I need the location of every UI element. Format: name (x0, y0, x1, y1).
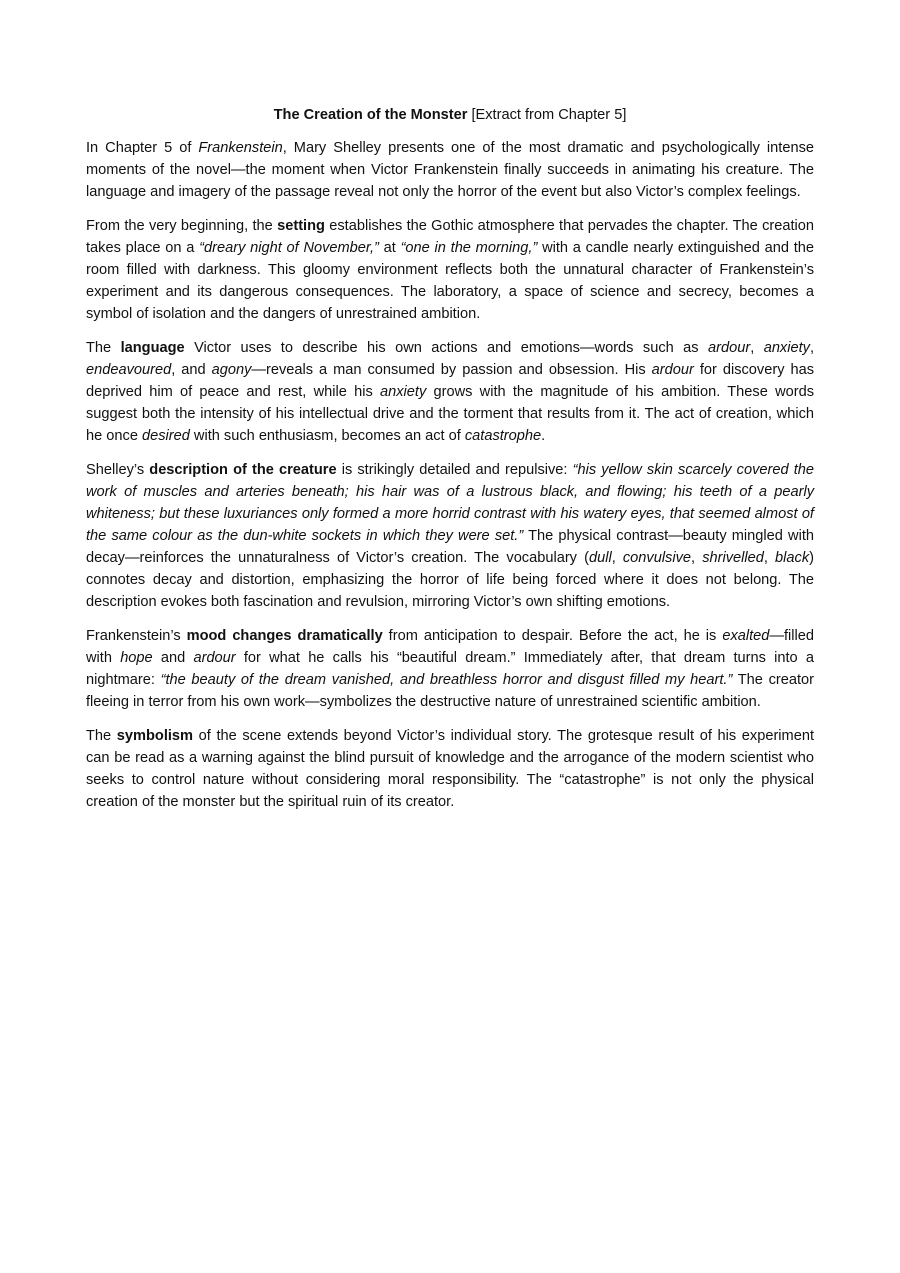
italic-text: catastrophe (464, 428, 542, 444)
italic-text: ardour (651, 362, 694, 378)
bold-term: language (120, 340, 185, 356)
text-run: for what he calls his “beautiful dream.” Immediately after, that dream turns into a nightmare: (86, 650, 814, 688)
text-run: The (86, 728, 117, 744)
italic-text: anxiety (763, 340, 810, 356)
italic-text: “the beauty of the dream vanished, and breathless horror and disgust filled my heart.” (160, 672, 733, 688)
body-paragraph (86, 625, 814, 713)
text-run: and (152, 650, 194, 666)
italic-text: hope (120, 650, 153, 666)
bold-term: mood changes dramatically (186, 628, 383, 644)
text-run: From the very beginning, the (86, 218, 278, 234)
text-run: The (86, 340, 121, 356)
bold-term: setting (277, 218, 325, 234)
text-run: Frankenstein’s (86, 628, 187, 644)
text-run: Victor uses to describe his own actions and emotions—words such as (184, 340, 709, 356)
italic-text: black (775, 550, 810, 566)
bold-term: symbolism (116, 728, 194, 744)
italic-text: “his yellow skin scarcely covered the work of muscles and arteries beneath; his hair was of a lustrous black, and flowing; his teeth of a pearly whiteness; but these luxuriances only formed a more horrid contrast with his watery eyes, that seemed almost of the same colour as the dun-white sockets in which they were set.” (86, 462, 815, 544)
italic-text: Frankenstein (198, 140, 283, 156)
body-paragraph (86, 725, 814, 813)
italic-text: ardour (193, 650, 236, 666)
text-run: , Mary Shelley presents one of the most dramatic and psychologically intense moments of the novel—the moment when Victor Frankenstein finally succeeds in animating his creature. The language and imagery of the passage reveal not only the horror of the event but also Victor’s complex feelings. (86, 140, 814, 200)
text-run: , (611, 550, 623, 566)
italic-text: “dreary night of November,” (199, 240, 379, 256)
text-run: , (809, 340, 815, 356)
text-run: establishes the Gothic atmosphere that pervades the chapter. The creation takes place on a (86, 218, 814, 256)
italic-text: agony (211, 362, 252, 378)
bold-term: description of the creature (149, 462, 337, 478)
italic-text: dull (588, 550, 612, 566)
text-run: The creator fleeing in terror from his own work—symbolizes the destructive nature of unrestrained scientific ambition. (86, 672, 814, 710)
text-run: grows with the magnitude of his ambition. These words suggest both the intensity of his intellectual drive and the torment that results from it. The act of creation, which he once (86, 384, 814, 444)
body-paragraph (86, 137, 814, 203)
italic-text: convulsive (622, 550, 692, 566)
text-run: , and (171, 362, 212, 378)
text-run: with such enthusiasm, becomes an act of (189, 428, 465, 444)
body-paragraph (86, 215, 814, 325)
title-main: The Creation of the Monster (273, 107, 468, 123)
italic-text: ardour (708, 340, 751, 356)
text-run: Shelley’s (86, 462, 150, 478)
text-run: In Chapter 5 of (86, 140, 199, 156)
document-title (86, 104, 814, 126)
document-page (86, 104, 814, 825)
body-paragraph (86, 337, 814, 447)
italic-text: “one in the morning,” (400, 240, 538, 256)
text-run: , (750, 340, 764, 356)
text-run: —filled with (86, 628, 814, 666)
text-run: from anticipation to despair. Before the act, he is (382, 628, 723, 644)
text-run: at (378, 240, 401, 256)
text-run: —reveals a man consumed by passion and obsession. His (251, 362, 652, 378)
italic-text: endeavoured (86, 362, 172, 378)
text-run: of the scene extends beyond Victor’s individual story. The grotesque result of his experiment can be read as a warning against the blind pursuit of knowledge and the arrogance of the modern scientist who seeks to control nature without considering moral responsibility. The “catastrophe” is not only the physical creation of the monster but the spiritual ruin of its creator. (86, 728, 814, 810)
text-run: , (763, 550, 776, 566)
text-run: for discovery has deprived him of peace and rest, while his (86, 362, 815, 400)
italic-text: exalted (722, 628, 770, 644)
text-run: , (691, 550, 703, 566)
title-subtitle: [Extract from Chapter 5] (467, 107, 627, 123)
italic-text: shrivelled (702, 550, 764, 566)
italic-text: anxiety (380, 384, 427, 400)
text-run: The physical contrast—beauty mingled with decay—reinforces the unnaturalness of Victor’s creation. The vocabulary ( (86, 528, 814, 566)
text-run: is strikingly detailed and repulsive: (336, 462, 573, 478)
document-body (86, 137, 814, 813)
text-run: . (541, 428, 546, 444)
text-run: ) connotes decay and distortion, emphasizing the horror of life being forced where it does not belong. The description evokes both fascination and revulsion, mirroring Victor’s own shifting emotions. (86, 550, 814, 610)
text-run: with a candle nearly extinguished and the room filled with darkness. This gloomy environment reflects both the unnatural character of Frankenstein’s experiment and its dangerous consequences. The laboratory, a space of science and secrecy, becomes a symbol of isolation and the dangers of unrestrained ambition. (86, 240, 815, 322)
body-paragraph (86, 459, 814, 613)
italic-text: desired (142, 428, 190, 444)
